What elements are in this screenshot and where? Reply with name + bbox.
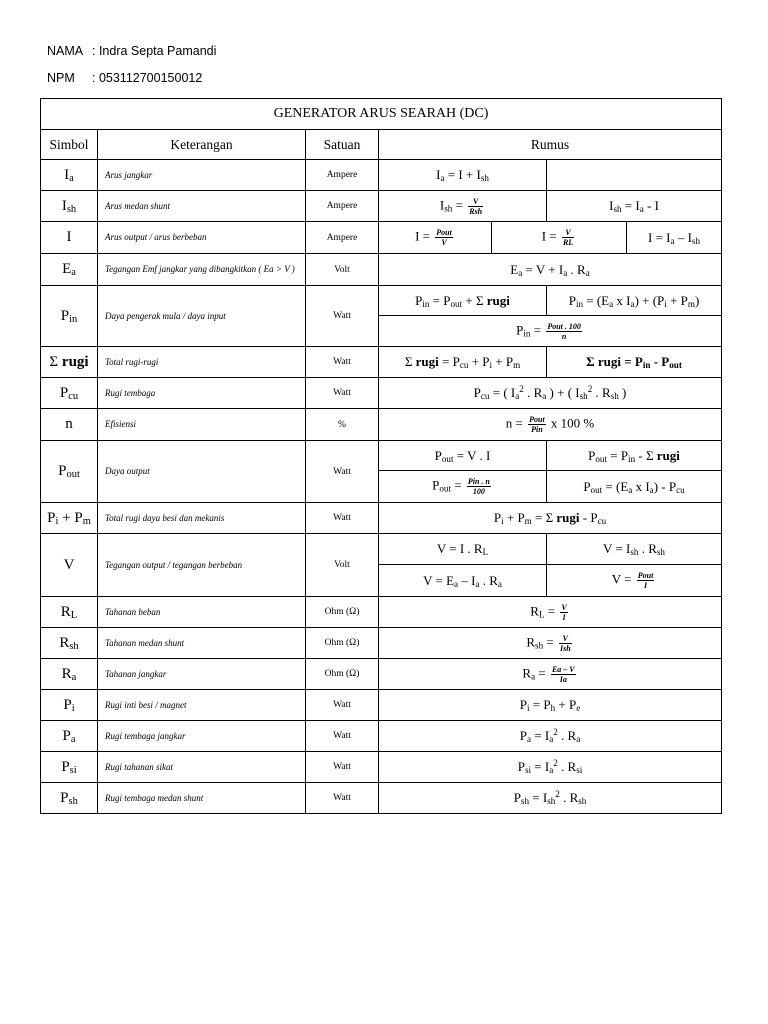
- table-row: [41, 752, 722, 783]
- nama-line: [47, 44, 216, 58]
- keterangan-cell: Tahanan jangkar: [98, 659, 306, 690]
- formula-cell: $P_{out} = P_{in} - \Sigma$ rugi: [547, 441, 722, 471]
- formula-cell: I = $\frac{\text{Pout}}{V}$: [379, 222, 492, 254]
- formula-cell: $P_{in} = (E_a$ x $I_a) + (P_i + P_m)$: [547, 286, 722, 316]
- table-title: GENERATOR ARUS SEARAH (DC): [41, 99, 722, 130]
- col-header-simbol: Simbol: [41, 130, 98, 160]
- symbol-cell: V: [41, 534, 98, 597]
- formula-cell: $R_{sh}$ = $\frac{V}{\text{Ish}}$: [379, 628, 722, 659]
- table-row: [41, 378, 722, 409]
- formula-cell: $V = E_a - I_a$ . $R_a$: [379, 565, 547, 597]
- symbol-cell: $P_i$: [41, 690, 98, 721]
- table-row: [41, 783, 722, 814]
- satuan-cell: Ampere: [306, 191, 379, 222]
- symbol-cell: $I_a$: [41, 160, 98, 191]
- table-row: [41, 690, 722, 721]
- satuan-cell: Watt: [306, 503, 379, 534]
- formula-cell: $I_{sh} = I_a - I$: [547, 191, 722, 222]
- keterangan-cell: Total rugi daya besi dan mekanis: [98, 503, 306, 534]
- symbol-cell: $R_{sh}$: [41, 628, 98, 659]
- formula-cell: n = $\frac{\text{Pout}}{\text{Pin}}$ x 100 %: [379, 409, 722, 441]
- formula-cell: $P_{out}$ = $\frac{\text{Pin . n}}{100}$: [379, 471, 547, 503]
- npm-line: [47, 71, 202, 85]
- keterangan-cell: Rugi tahanan sikat: [98, 752, 306, 783]
- keterangan-cell: Tahanan medan shunt: [98, 628, 306, 659]
- table-row: [41, 721, 722, 752]
- keterangan-cell: Daya pengerak mula / daya input: [98, 286, 306, 347]
- keterangan-cell: Arus jangkar: [98, 160, 306, 191]
- satuan-cell: Volt: [306, 254, 379, 286]
- keterangan-cell: Daya output: [98, 441, 306, 503]
- empty-cell: [547, 160, 722, 191]
- formula-cell: $P_{out} = V$ . I: [379, 441, 547, 471]
- table-row: [41, 160, 722, 191]
- symbol-cell: $P_i + P_m$: [41, 503, 98, 534]
- keterangan-cell: Tegangan Emf jangkar yang dibangkitkan ( Ea > V ): [98, 254, 306, 286]
- satuan-cell: Watt: [306, 441, 379, 503]
- formula-cell: $P_{si} = I_a^2$ . $R_{si}$: [379, 752, 722, 783]
- satuan-cell: Ohm (Ω): [306, 597, 379, 628]
- keterangan-cell: Rugi tembaga jangkar: [98, 721, 306, 752]
- keterangan-cell: Rugi tembaga medan shunt: [98, 783, 306, 814]
- formula-cell: $P_{out} = (E_a$ x $I_a) - P_{cu}$: [547, 471, 722, 503]
- formula-cell: $P_{in} = P_{out} + \Sigma$ rugi: [379, 286, 547, 316]
- satuan-cell: Watt: [306, 752, 379, 783]
- satuan-cell: Ampere: [306, 160, 379, 191]
- formula-cell: $P_i + P_m = \Sigma$ rugi - $P_{cu}$: [379, 503, 722, 534]
- satuan-cell: Watt: [306, 378, 379, 409]
- table-row: [41, 441, 722, 471]
- keterangan-cell: Tegangan output / tegangan berbeban: [98, 534, 306, 597]
- formula-cell: $P_{cu}$ = ( $I_a^2$ . $R_a$ ) + ( $I_{sh}^2$ . $R_{sh}$ ): [379, 378, 722, 409]
- formula-cell: $I_a = I + I_{sh}$: [379, 160, 547, 191]
- satuan-cell: Ampere: [306, 222, 379, 254]
- formula-cell: $E_a = V + I_a$ . $R_a$: [379, 254, 722, 286]
- formula-cell: $R_L$ = $\frac{V}{I}$: [379, 597, 722, 628]
- symbol-cell: $R_a$: [41, 659, 98, 690]
- keterangan-cell: Arus medan shunt: [98, 191, 306, 222]
- keterangan-cell: Rugi tembaga: [98, 378, 306, 409]
- satuan-cell: Watt: [306, 347, 379, 378]
- symbol-cell: $P_{si}$: [41, 752, 98, 783]
- table-row: [41, 347, 722, 378]
- formula-cell: $V = I_{sh}$ . $R_{sh}$: [547, 534, 722, 565]
- keterangan-cell: Arus output / arus berbeban: [98, 222, 306, 254]
- col-header-rumus: Rumus: [379, 130, 722, 160]
- col-header-keterangan: Keterangan: [98, 130, 306, 160]
- satuan-cell: Volt: [306, 534, 379, 597]
- formula-cell: V = I . $R_L$: [379, 534, 547, 565]
- formula-cell: $P_{in}$ = $\frac{\text{Pout . 100}}{n}$: [379, 316, 722, 347]
- keterangan-cell: Tahanan beban: [98, 597, 306, 628]
- table-row: [41, 254, 722, 286]
- table-row: [41, 503, 722, 534]
- formula-cell: V = $\frac{\text{Pout}}{I}$: [547, 565, 722, 597]
- table-row: [41, 534, 722, 565]
- formula-table: [40, 98, 722, 814]
- symbol-cell: $P_{in}$: [41, 286, 98, 347]
- nama-value: : Indra Septa Pamandi: [92, 44, 217, 58]
- formula-cell: $P_i = P_h + P_e$: [379, 690, 722, 721]
- satuan-cell: %: [306, 409, 379, 441]
- keterangan-cell: Total rugi-rugi: [98, 347, 306, 378]
- keterangan-cell: Rugi inti besi / magnet: [98, 690, 306, 721]
- symbol-cell: $E_a$: [41, 254, 98, 286]
- satuan-cell: Watt: [306, 721, 379, 752]
- nama-label: NAMA: [47, 44, 84, 58]
- table-row: [41, 628, 722, 659]
- table-row: [41, 222, 722, 254]
- symbol-cell: $I_{sh}$: [41, 191, 98, 222]
- table-row: [41, 191, 722, 222]
- keterangan-cell: Efisiensi: [98, 409, 306, 441]
- symbol-cell: $R_L$: [41, 597, 98, 628]
- symbol-cell: $P_a$: [41, 721, 98, 752]
- col-header-satuan: Satuan: [306, 130, 379, 160]
- table-row: [41, 286, 722, 316]
- formula-cell: I = $\frac{V}{RL}$: [492, 222, 627, 254]
- symbol-cell: I: [41, 222, 98, 254]
- npm-label: NPM: [47, 71, 75, 85]
- formula-cell: $P_a = I_a^2$ . $R_a$: [379, 721, 722, 752]
- table-row: [41, 597, 722, 628]
- symbol-cell: n: [41, 409, 98, 441]
- symbol-cell: $P_{out}$: [41, 441, 98, 503]
- satuan-cell: Watt: [306, 783, 379, 814]
- formula-cell: $I_{sh}$ = $\frac{V}{\text{Rsh}}$: [379, 191, 547, 222]
- formula-cell: Σ rugi = $P_{cu} + P_i + P_m$: [379, 347, 547, 378]
- table-row: [41, 409, 722, 441]
- npm-value: : 053112700150012: [92, 71, 203, 85]
- satuan-cell: Ohm (Ω): [306, 628, 379, 659]
- formula-cell: $P_{sh} = I_{sh}^2$ . $R_{sh}$: [379, 783, 722, 814]
- table-row: [41, 659, 722, 690]
- symbol-cell: $P_{cu}$: [41, 378, 98, 409]
- satuan-cell: Watt: [306, 286, 379, 347]
- formula-cell: Σ rugi = $P_{in} - P_{out}$: [547, 347, 722, 378]
- satuan-cell: Watt: [306, 690, 379, 721]
- formula-cell: $I = I_a - I_{sh}$: [627, 222, 722, 254]
- satuan-cell: Ohm (Ω): [306, 659, 379, 690]
- symbol-cell: Σ rugi: [41, 347, 98, 378]
- symbol-cell: $P_{sh}$: [41, 783, 98, 814]
- formula-cell: $R_a$ = $\frac{Ea - V}{Ia}$: [379, 659, 722, 690]
